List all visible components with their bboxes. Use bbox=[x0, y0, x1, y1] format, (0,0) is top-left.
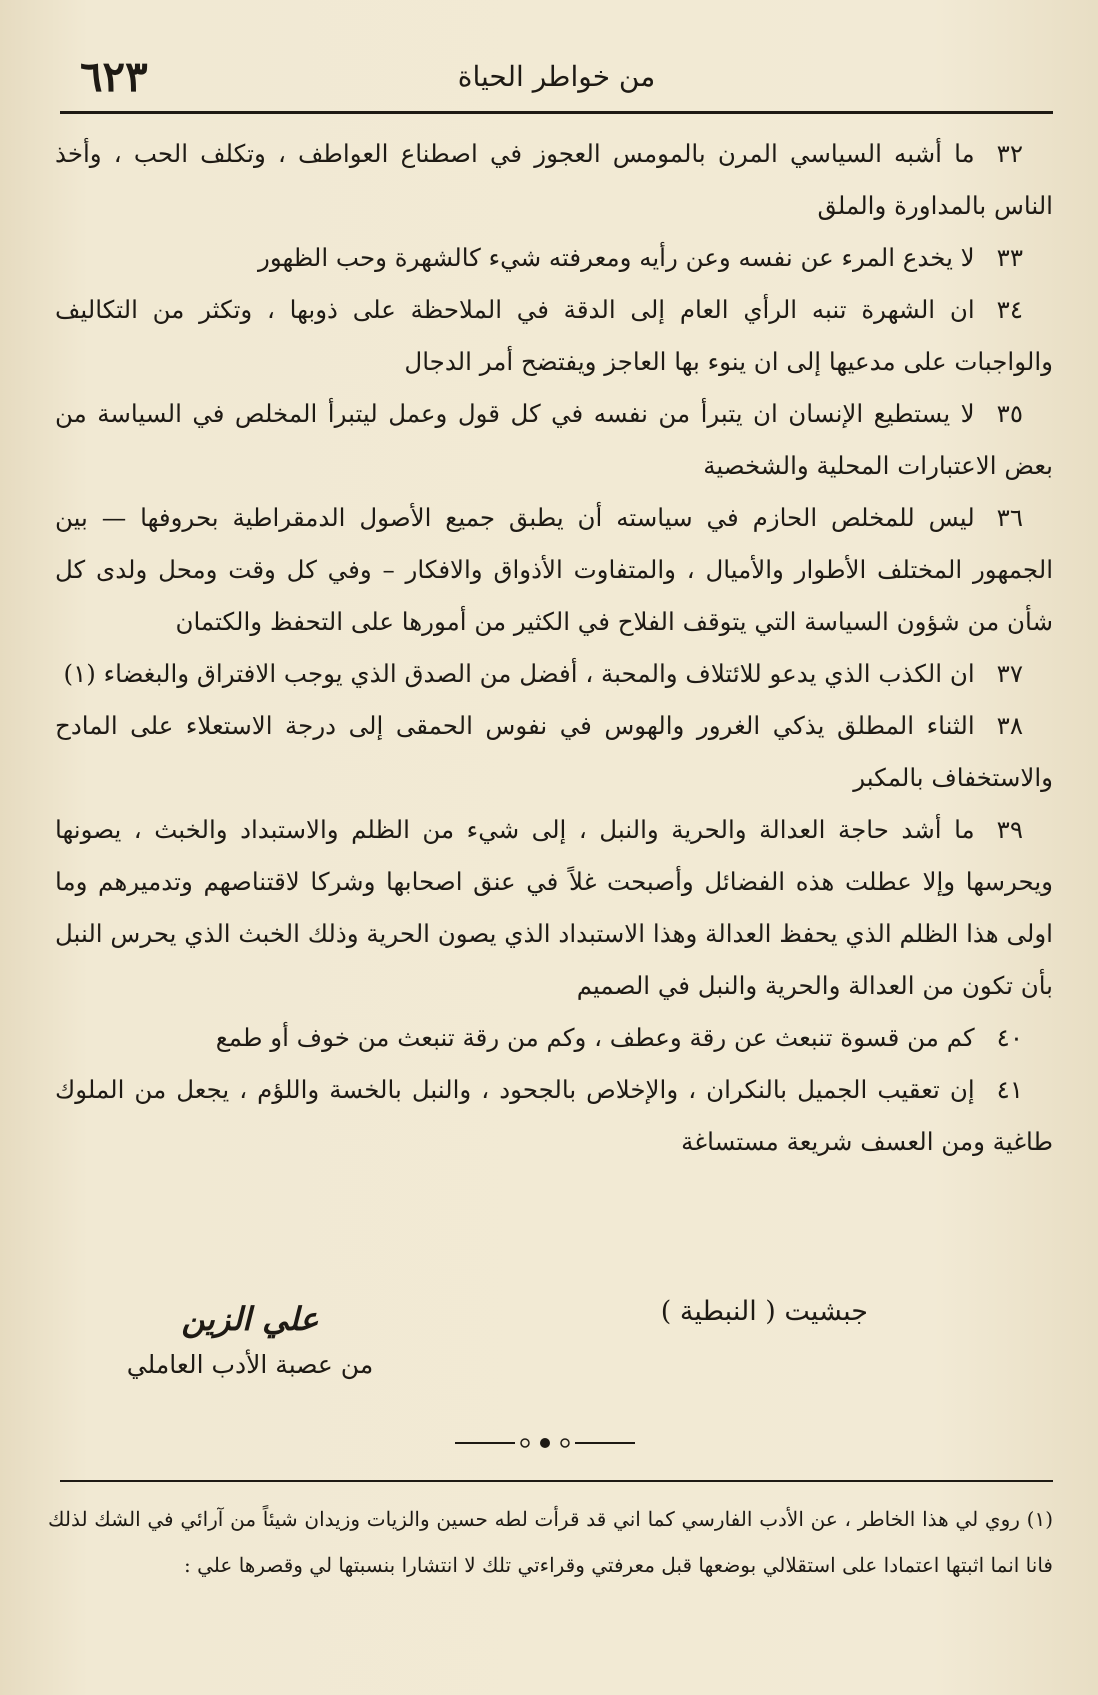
aphorism-35 bbox=[55, 388, 1053, 492]
author-affiliation: من عصبة الأدب العاملي bbox=[126, 1350, 374, 1379]
aphorism-39 bbox=[55, 804, 1053, 1012]
author-signature bbox=[100, 1296, 400, 1388]
aphorism-text: ليس للمخلص الحازم في سياسته أن يطبق جميع الأصول الدمقراطية بحروفها — بين الجمهور المختلف الأطوار والأميال ، والمتفاوت الأذواق والافكار – وفي كل وقت ومحل ولدى كل شأن من شؤون السياسة التي يتوقف الفلاح في الكثير من أمورها على التحفظ والكتمان bbox=[55, 503, 1053, 636]
aphorism-number: ٣٣ bbox=[996, 243, 1023, 272]
aphorism-text: ان الشهرة تنبه الرأي العام إلى الدقة في الملاحظة على ذوبها ، وتكثر من التكاليف والواجبات على مدعيها إلى ان ينوء بها العاجز ويفتضح أمر الدجال bbox=[55, 295, 1053, 376]
aphorism-text: ان الكذب الذي يدعو للائتلاف والمحبة ، أفضل من الصدق الذي يوجب الافتراق والبغضاء (١) bbox=[63, 659, 975, 688]
aphorism-number: ٣٥ bbox=[996, 399, 1023, 428]
aphorism-number: ٣٩ bbox=[996, 815, 1023, 844]
aphorism-number: ٣٨ bbox=[996, 711, 1023, 740]
aphorism-32 bbox=[55, 128, 1053, 232]
aphorism-41 bbox=[55, 1064, 1053, 1168]
aphorism-38 bbox=[55, 700, 1053, 804]
aphorism-number: ٣٧ bbox=[996, 659, 1023, 688]
aphorism-text: الثناء المطلق يذكي الغرور والهوس في نفوس الحمقى إلى درجة الاستعلاء على المادح والاستخفاف بالمكبر bbox=[55, 711, 1053, 792]
aphorism-number: ٣٦ bbox=[996, 503, 1023, 532]
aphorism-text: لا يستطيع الإنسان ان يتبرأ من نفسه في كل قول وعمل ليتبرأ المخلص في السياسة من بعض الاعتبارات المحلية والشخصية bbox=[55, 399, 1053, 480]
aphorism-number: ٤٠ bbox=[996, 1023, 1023, 1052]
aphorism-text: إن تعقيب الجميل بالنكران ، والإخلاص بالجحود ، والنبل بالخسة واللؤم ، يجعل من الملوك طاغية ومن العسف شريعة مستساغة bbox=[55, 1075, 1053, 1156]
aphorism-36 bbox=[55, 492, 1053, 648]
footnote-rule bbox=[60, 1480, 1053, 1482]
footnote: (١) روي لي هذا الخاطر ، عن الأدب الفارسي كما اني قد قرأت لطه حسين والزيات وزيدان شيئاً من آرائي في الشك لذلك فانا انما اثبتها اعتمادا على استقلالي بوضعها قبل معرفتي وقراءتي تلك لا انتشارا بنسبتها لي وقصرها علي : bbox=[48, 1507, 1053, 1577]
aphorism-40 bbox=[55, 1012, 1053, 1064]
aphorism-number: ٣٤ bbox=[996, 295, 1023, 324]
running-title: من خواطر الحياة bbox=[457, 60, 656, 93]
aphorism-text: كم من قسوة تنبعث عن رقة وعطف ، وكم من رقة تنبعث من خوف أو طمع bbox=[215, 1023, 975, 1052]
aphorism-37 bbox=[55, 648, 1053, 700]
header-rule bbox=[60, 111, 1053, 114]
aphorism-text: لا يخدع المرء عن نفسه وعن رأيه ومعرفته شيء كالشهرة وحب الظهور bbox=[257, 243, 975, 272]
aphorism-number: ٤١ bbox=[996, 1075, 1023, 1104]
ornament-divider bbox=[455, 1435, 635, 1451]
author-location: جبشيت ( النبطية ) bbox=[660, 1296, 868, 1327]
aphorism-text: ما أشبه السياسي المرن بالمومس العجوز في اصطناع العواطف ، وتكلف الحب ، وأخذ الناس بالمداورة والملق bbox=[55, 139, 1053, 220]
aphorism-34 bbox=[55, 284, 1053, 388]
aphorism-list bbox=[55, 128, 1053, 1168]
page-header bbox=[60, 52, 1053, 102]
aphorism-number: ٣٢ bbox=[996, 139, 1023, 168]
page-number: ٦٢٣ bbox=[80, 52, 148, 101]
author-name: علي الزين bbox=[181, 1300, 319, 1338]
aphorism-33 bbox=[55, 232, 1053, 284]
aphorism-text: ما أشد حاجة العدالة والحرية والنبل ، إلى شيء من الظلم والاستبداد والخبث ، يصونها ويحرسها وإلا عطلت هذه الفضائل وأصبحت غلاً في عنق اصحابها وشركا لاقتناصهم وتدميرهم وما اولى هذا الظلم الذي يحفظ العدالة وهذا الاستبداد الذي يصون الحرية وذلك الخبث الذي يحرس النبل بأن تكون من العدالة والحرية والنبل في الصميم bbox=[55, 815, 1053, 1000]
